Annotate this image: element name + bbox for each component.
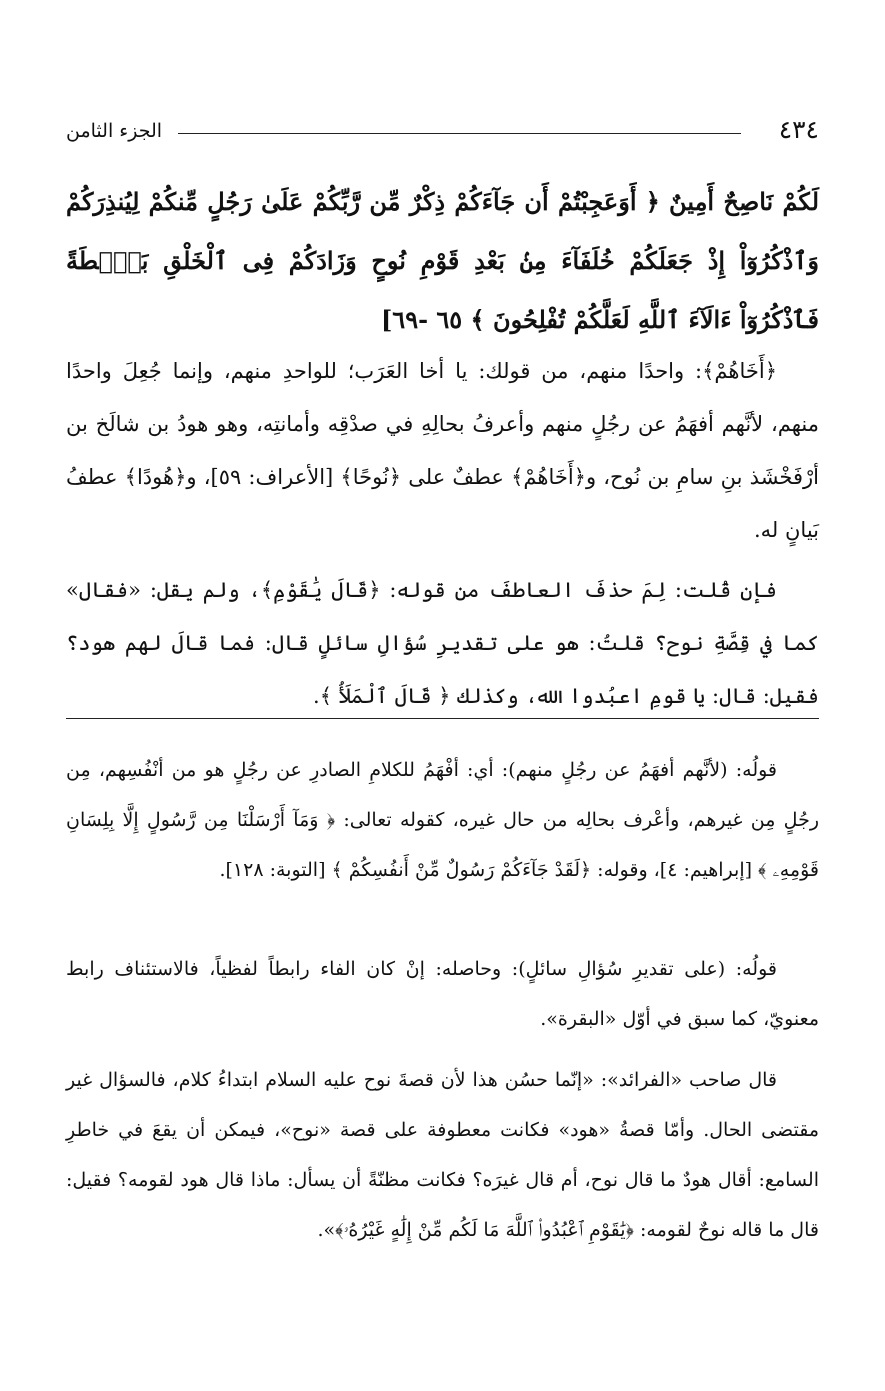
- footnote-2: قولُه: (على تقديرِ سُؤالِ سائلٍ): وحاصله: إنْ كان الفاء رابطاً لفظياً، فالاستئناف رابط معنويّ، كما سبق في أوّل «البقرة».: [66, 958, 819, 1030]
- commentary-paragraph-2: فإن قُلت: لِمَ حذفَ العاطفَ من قوله: ﴿قَالَ يَٰقَوْمِ﴾، ولم يقل: «فقال» كما في قِصَّةِ نوح؟ قلتُ: هو على تقديرِ سُؤالِ سائلٍ قال: فما قالَ لهم هود؟ فقيل: قال: يا قومِ اعبُدوا الله، وكذلك ﴿ قَالَ ٱلْمَلَأُ ﴾.: [66, 578, 819, 708]
- page-number: ٤٣٤: [778, 115, 819, 144]
- header-rule: [178, 133, 741, 134]
- quran-verse: لَكُمْ نَاصِحٌ أَمِينٌ ﴿ أَوَعَجِبْتُمْ أَن جَآءَكُمْ ذِكْرٌ مِّن رَّبِّكُمْ عَلَىٰ رَجُلٍ مِّنكُمْ لِيُنذِرَكُمْ وَٱذْكُرُوٓاْ إِذْ جَعَلَكُمْ خُلَفَآءَ مِنۢ بَعْدِ قَوْمِ نُوحٍ وَزَادَكُمْ فِى ٱلْخَلْقِ بَصْۜطَةً فَٱذْكُرُوٓاْ ءَالَآءَ ٱللَّهِ لَعَلَّكُمْ تُفْلِحُونَ ﴾ ٦٥ -٦٩]: [66, 187, 819, 334]
- footnote-separator: [66, 718, 819, 719]
- footnote-1: قولُه: (لأنَّهم أفهَمُ عن رجُلٍ منهم): أي: أفْهَمُ للكلامِ الصادرِ عن رجُلٍ هو من أنْفُسِهم، مِن رجُلٍ مِن غيرهم، وأعْرف بحالِه من حال غيره، كقوله تعالى: ﴿ وَمَآ أَرْسَلْنَا مِن رَّسُولٍ إِلَّا بِلِسَانِ قَوْمِهِۦ ﴾ [إبراهيم: ٤]، وقوله: ﴿لَقَدْ جَآءَكُمْ رَسُولٌ مِّنْ أَنفُسِكُمْ ﴾ [التوبة: ١٢٨].: [66, 759, 819, 881]
- footnote-3: قال صاحب «الفرائد»: «إنّما حسُن هذا لأن قصةَ نوح عليه السلام ابتداءُ كلام، فالسؤال غير مقتضى الحال. وأمّا قصةُ «هود» فكانت معطوفة على قصة «نوح»، فيمكن أن يقعَ في خاطرِ السامع: أقال هودٌ ما قال نوح، أم قال غيرَه؟ فكانت مظنّةً أن يسأل: ماذا قال هود لقومه؟ فقيل: قال ما قاله نوحٌ لقومه: ﴿يَٰقَوْمِ ٱعْبُدُوا۟ ٱللَّهَ مَا لَكُم مِّنْ إِلَٰهٍ غَيْرُهُۥ﴾».: [66, 1069, 819, 1241]
- running-title: الجزء الثامن: [66, 120, 163, 142]
- page-header: [66, 112, 819, 148]
- commentary-paragraph-1: ﴿أَخَاهُمْ﴾: واحدًا منهم، من قولك: يا أخا العَرَب؛ للواحدِ منهم، وإنما جُعِلَ واحدًا منهم، لأنَّهم أفهَمُ عن رجُلٍ منهم وأعرفُ بحالِهِ في صدْقِه وأمانتِه، وهو هودُ بن شالَخ بن أرْفَخْشَذ بنِ سامِ بن نُوح، و﴿أَخَاهُمْ﴾ عطفٌ على ﴿نُوحًا﴾ [الأعراف: ٥٩]، و﴿هُودًا﴾ عطفُ بَيانٍ له.: [66, 359, 819, 542]
